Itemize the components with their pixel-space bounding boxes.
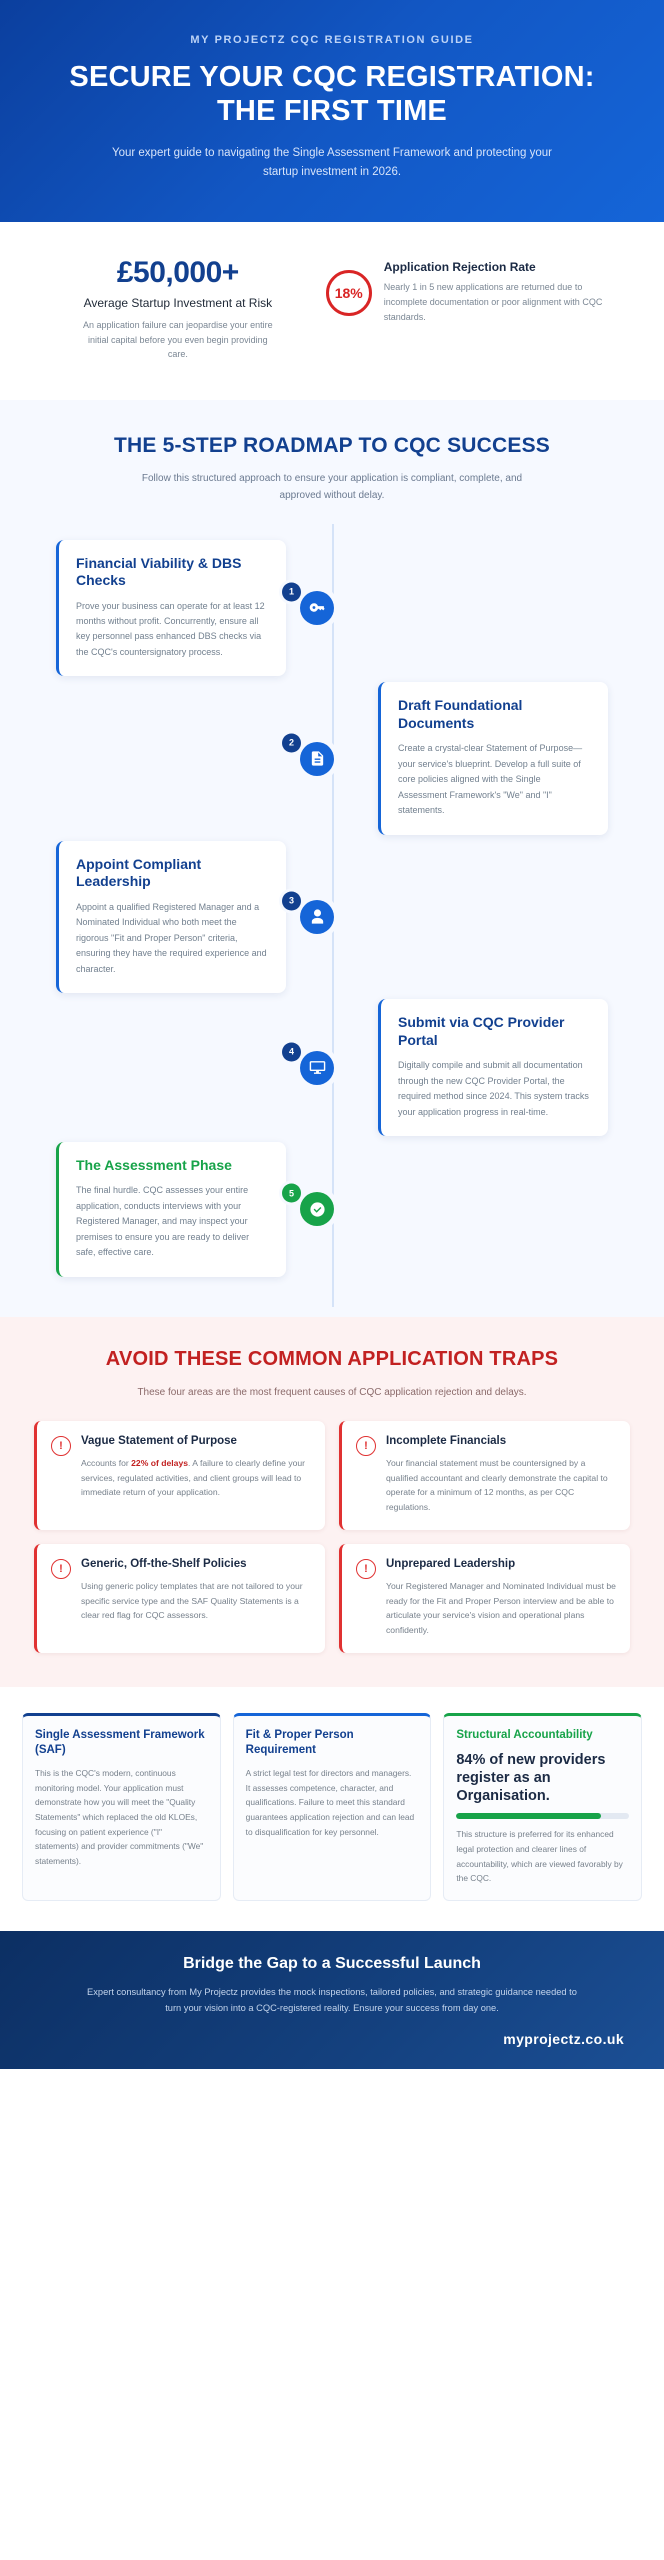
pitfall-body: Your Registered Manager and Nominated Individual must be ready for the Fit and Proper Person interview and be able to articulate your service's vision and operational plans confidently.: [386, 1580, 616, 1636]
step-card: [56, 1142, 286, 1277]
footer-text: Expert consultancy from My Projectz provides the mock inspections, tailored policies, and strategic guidance needed to turn your vision into a CQC-registered reality. Ensure your success from day one.: [87, 1987, 577, 2014]
document-icon: [300, 742, 334, 776]
step-card: [56, 841, 286, 993]
roadmap-step-3: [0, 841, 664, 993]
step-body: Prove your business can operate for at least 12 months without profit. Concurrently, ensure all key personnel pass enhanced DBS checks via the CQC's countersignatory process.: [76, 600, 265, 657]
concepts-section: [0, 1687, 664, 1931]
brand-url: myprojectz.co.uk: [503, 2030, 624, 2047]
pitfalls-subtitle: These four areas are the most frequent causes of CQC application rejection and delays.: [137, 1386, 527, 1398]
pitfall-body: Your financial statement must be countersigned by a qualified accountant and clearly demonstrate the capital to operate for a minimum of 12 months, as per CQC regulations.: [386, 1457, 608, 1513]
step-card: [56, 540, 286, 677]
rejection-rate-badge: 18%: [326, 270, 372, 316]
roadmap-step-1: [0, 540, 664, 677]
concept-stat: 84% of new providers register as an Organisation.: [456, 1751, 606, 1805]
concept-body: This structure is preferred for its enhanced legal protection and clearer lines of accountability, which are viewed favorably by the CQC.: [456, 1829, 623, 1884]
roadmap-step-4: [0, 999, 664, 1136]
concept-title: Structural Accountability: [456, 1728, 593, 1741]
step-title: Submit via CQC Provider Portal: [398, 1014, 565, 1048]
hero-subtitle: Your expert guide to navigating the Single Assessment Framework and protecting your startup investment in 2026.: [111, 147, 553, 179]
concept-card-fppr: [233, 1713, 432, 1901]
step-title: Financial Viability & DBS Checks: [76, 554, 242, 589]
pitfall-card: [34, 1544, 325, 1653]
roadmap-timeline: [0, 514, 664, 1317]
step-body: Create a crystal-clear Statement of Purpose—your service's blueprint. Develop a full suite of core policies aligned with the Single Assessment Framework's "We" and "I" statements.: [398, 743, 583, 816]
warning-icon: !: [356, 1436, 376, 1456]
pitfall-highlight: 22% of delays: [131, 1457, 188, 1468]
stat-rejection-description: Nearly 1 in 5 new applications are returned due to incomplete documentation or poor alignment with CQC standards.: [383, 282, 603, 323]
step-number: 3: [282, 891, 301, 910]
footer-title: Bridge the Gap to a Successful Launch: [183, 1955, 481, 1973]
roadmap-step-5: [0, 1142, 664, 1277]
pitfall-body-prefix: Accounts for: [81, 1457, 132, 1468]
step-number: 5: [282, 1184, 301, 1203]
step-card: [378, 999, 608, 1136]
stat-rejection: [326, 256, 624, 361]
step-number: 1: [282, 582, 301, 601]
hero-section: [0, 0, 664, 222]
stat-rejection-title: Application Rejection Rate: [383, 260, 536, 275]
step-card: [378, 682, 608, 834]
concept-title: Fit & Proper Person Requirement: [245, 1728, 354, 1756]
footer-section: [0, 1931, 664, 2069]
step-number: 2: [282, 733, 301, 752]
pitfall-title: Generic, Off-the-Shelf Policies: [81, 1557, 247, 1570]
warning-icon: !: [51, 1436, 71, 1456]
roadmap-header: [0, 400, 664, 514]
step-title: Draft Foundational Documents: [398, 697, 523, 731]
monitor-icon: [300, 1051, 334, 1085]
concept-body: This is the CQC's modern, continuous monitoring model. Your application must demonstrate how you will meet the "Quality Statements" which replaced the old KLOEs, focusing on patient experience ("I" statements) and provider commitments ("We" statements).: [35, 1767, 204, 1867]
pitfall-body-suffix: . A failure to clearly define your services, regulated activities, and client groups will lead to immediate return of your application.: [81, 1457, 306, 1498]
page-title: SECURE YOUR CQC REGISTRATION: THE FIRST TIME: [69, 61, 595, 128]
concept-title: Single Assessment Framework (SAF): [35, 1728, 205, 1756]
concept-card-structure: [443, 1713, 642, 1901]
concept-body: A strict legal test for directors and managers. It assesses competence, character, and qualifications. Failure to meet this standard guarantees application rejection and can lead to disqualification for key personnel.: [245, 1767, 415, 1837]
roadmap-step-2: [0, 682, 664, 834]
check-circle-icon: [300, 1192, 334, 1226]
pitfalls-title: AVOID THESE COMMON APPLICATION TRAPS: [105, 1347, 559, 1370]
stat-investment: [40, 256, 316, 361]
pitfall-title: Vague Statement of Purpose: [81, 1434, 237, 1447]
step-body: Appoint a qualified Registered Manager and a Nominated Individual who both meet the rigorous "Fit and Proper Person" criteria, ensuring they have the required experience and character.: [76, 901, 267, 974]
pitfall-card: [339, 1421, 630, 1530]
stats-section: [0, 222, 664, 399]
roadmap-subtitle: Follow this structured approach to ensure your application is compliant, complete, and approved without delay.: [141, 472, 523, 501]
warning-icon: !: [356, 1559, 376, 1579]
concept-card-saf: [22, 1713, 221, 1901]
stat-investment-value: £50,000+: [116, 256, 239, 290]
step-body: Digitally compile and submit all documentation through the new CQC Provider Portal, the required method since 2024. This system tracks your application progress in real-time.: [398, 1060, 589, 1117]
warning-icon: !: [51, 1559, 71, 1579]
pitfall-title: Incomplete Financials: [386, 1434, 507, 1447]
step-number: 4: [282, 1042, 301, 1061]
stat-investment-label: Average Startup Investment at Risk: [83, 296, 273, 311]
hero-eyebrow: MY PROJECTZ CQC REGISTRATION GUIDE: [190, 34, 474, 46]
pitfall-title: Unprepared Leadership: [386, 1557, 516, 1570]
key-icon: [300, 591, 334, 625]
roadmap-title: THE 5-STEP ROADMAP TO CQC SUCCESS: [113, 433, 550, 457]
pitfall-card: [339, 1544, 630, 1653]
concept-progress-track: [456, 1813, 629, 1819]
pitfalls-grid: [34, 1421, 630, 1653]
pitfalls-section: [0, 1317, 664, 1687]
pitfall-body: [81, 1456, 311, 1500]
stat-investment-description: An application failure can jeopardise your entire initial capital before you even begin providing care.: [83, 320, 273, 360]
pitfall-body: Using generic policy templates that are not tailored to your specific service type and the SAF Quality Statements is a clear red flag for CQC assessors.: [81, 1580, 303, 1621]
concept-progress-fill: [456, 1813, 601, 1819]
step-title: The Assessment Phase: [76, 1156, 232, 1173]
person-icon: [300, 900, 334, 934]
step-title: Appoint Compliant Leadership: [76, 855, 202, 890]
step-body: The final hurdle. CQC assesses your entire application, conducts interviews with your Registered Manager, and may inspect your premises to ensure you are ready to deliver safe, effective care.: [76, 1185, 250, 1258]
pitfall-card: [34, 1421, 325, 1530]
